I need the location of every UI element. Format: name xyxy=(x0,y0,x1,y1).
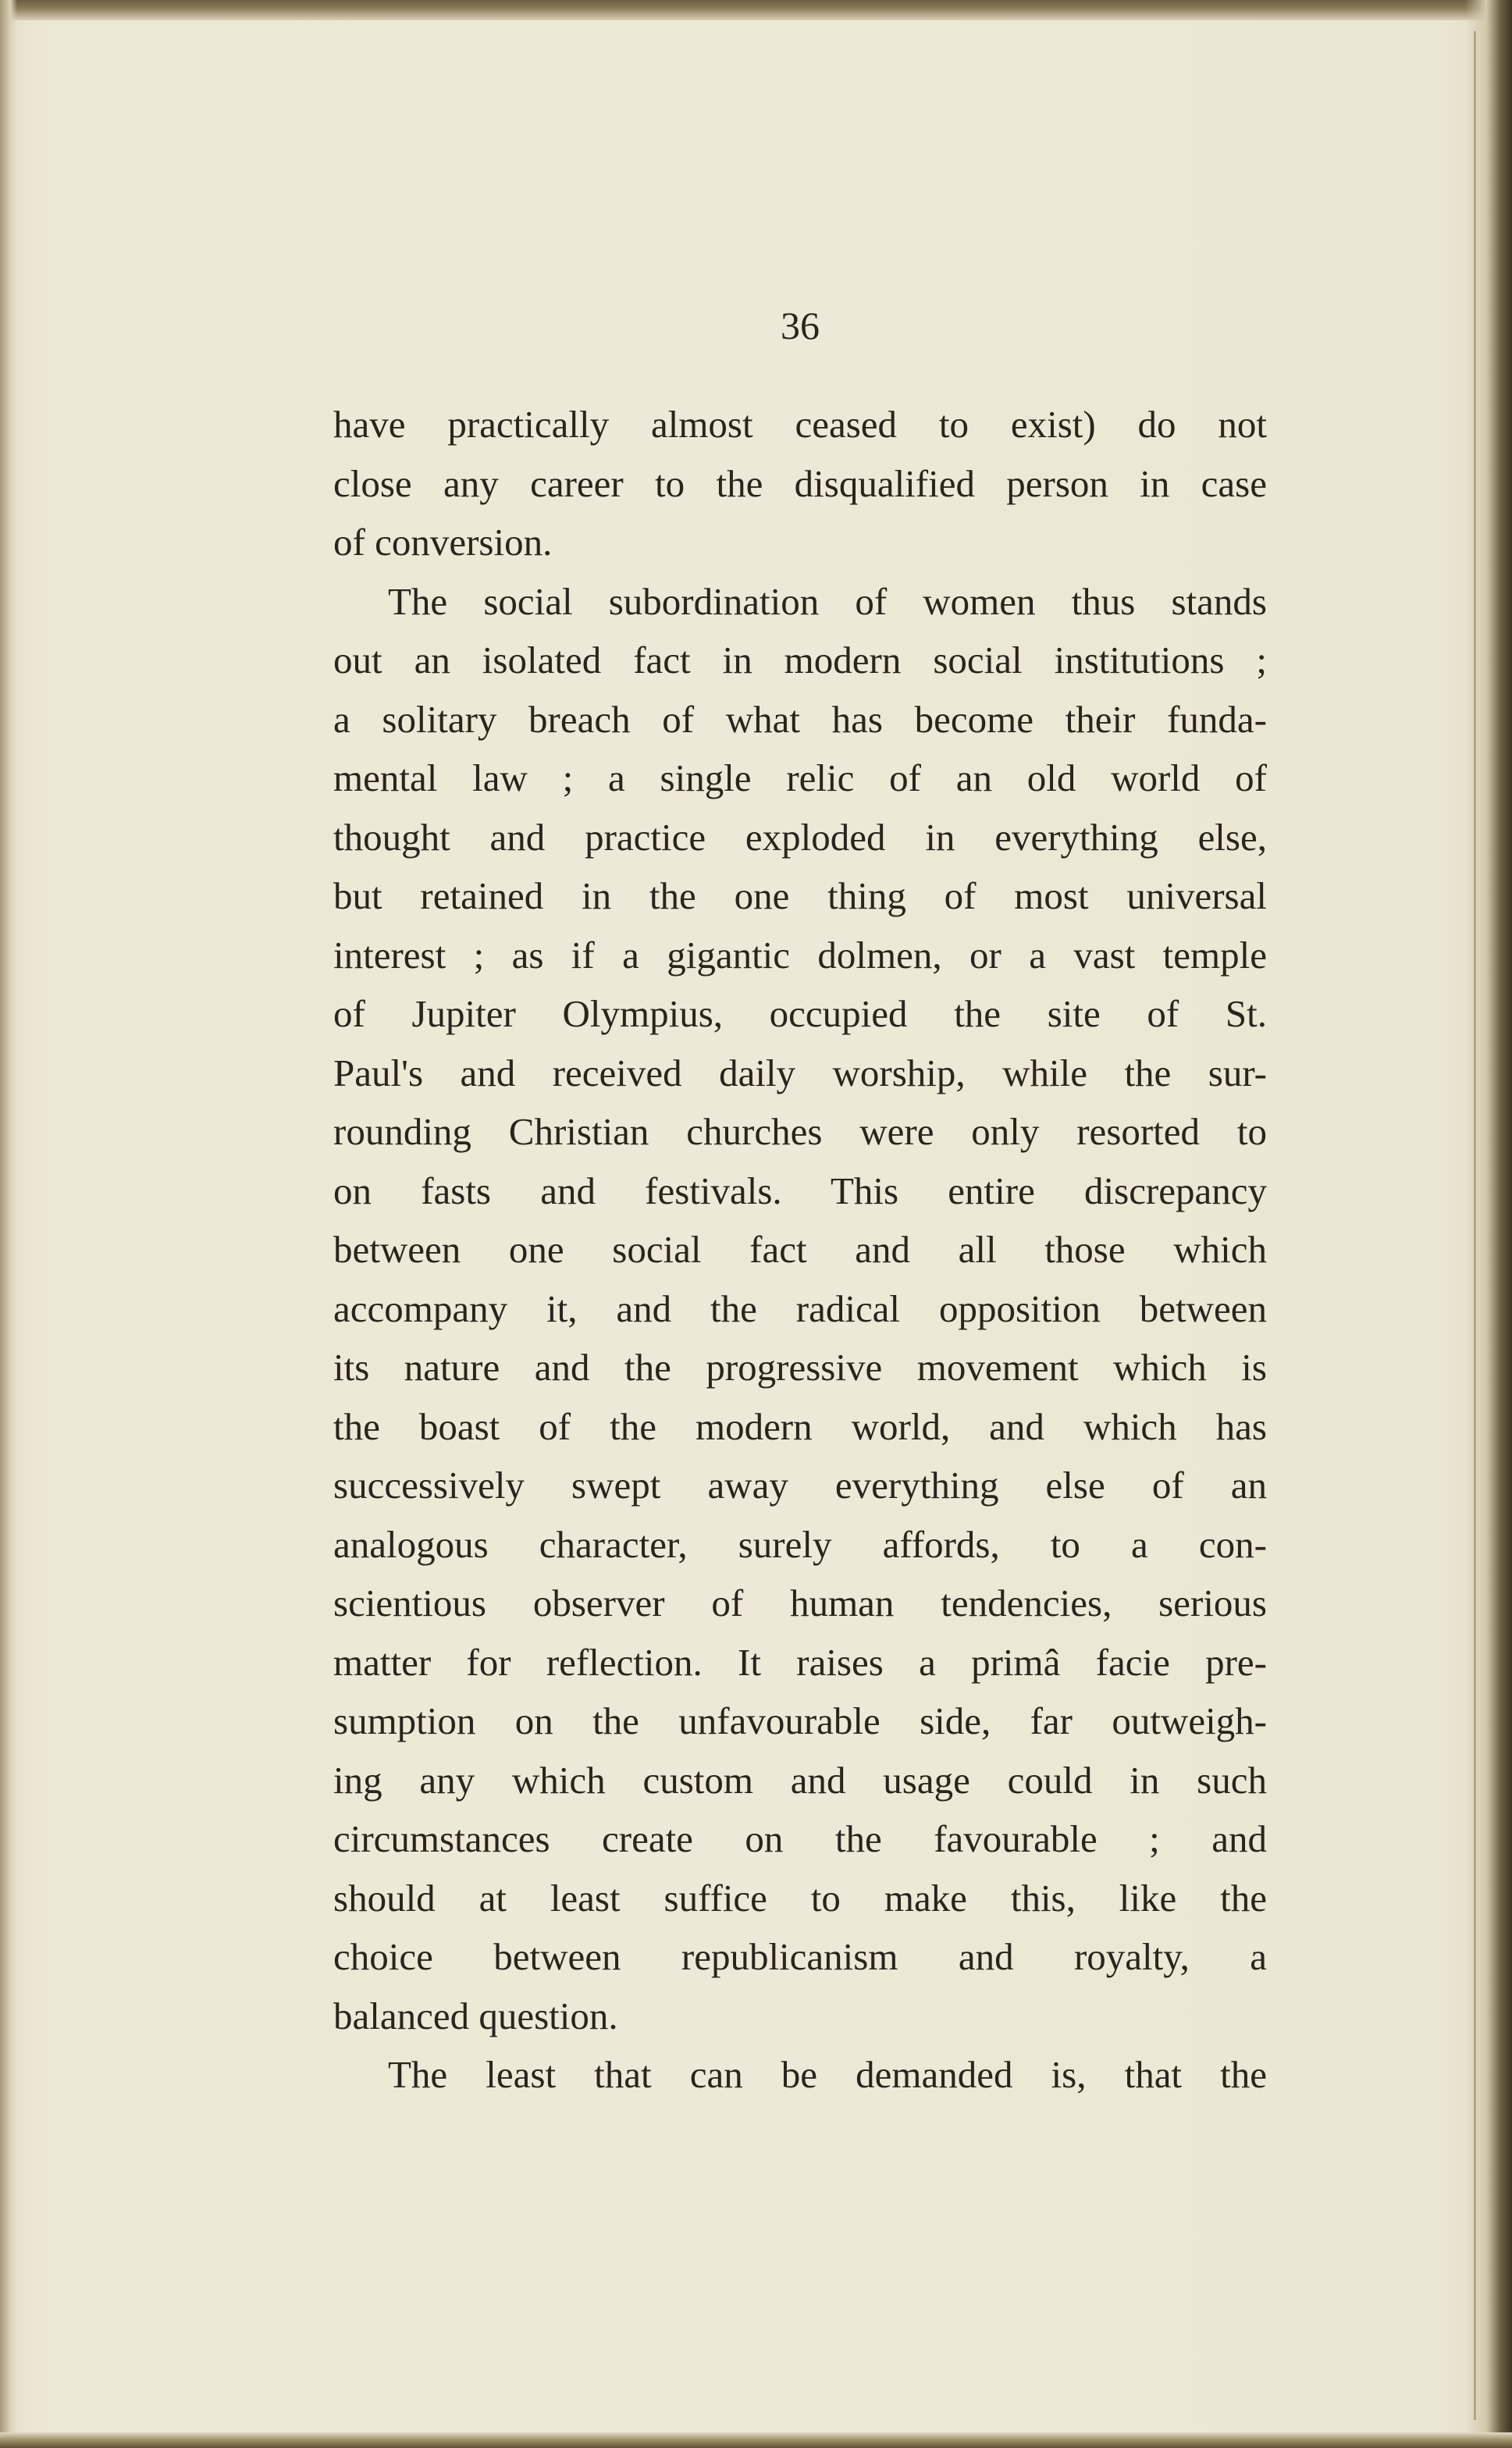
text-line: sumption on the unfavourable side, far outweigh- xyxy=(333,1699,1267,1742)
text-line: between one social fact and all those which xyxy=(333,1228,1267,1271)
text-line: balanced question. xyxy=(333,1994,618,2037)
text-line: rounding Christian churches were only resorted to xyxy=(333,1110,1267,1153)
text-line: out an isolated fact in modern social institutions ; xyxy=(333,639,1267,681)
text-line: of Jupiter Olympius, occupied the site of St. xyxy=(333,992,1267,1035)
text-line: Paul's and received daily worship, while the sur- xyxy=(333,1051,1267,1094)
text-line: but retained in the one thing of most universal xyxy=(333,874,1267,917)
body-text xyxy=(333,395,1267,2105)
text-line: choice between republicanism and royalty, a xyxy=(333,1935,1267,1978)
text-line: The social subordination of women thus stands xyxy=(388,579,1267,623)
text-line: should at least suffice to make this, like the xyxy=(333,1876,1267,1920)
page-top-edge xyxy=(0,0,1512,20)
text-line: The least that can be demanded is, that the xyxy=(388,2053,1267,2096)
page-bottom-edge xyxy=(0,2432,1512,2448)
page-number: 36 xyxy=(781,304,820,347)
text-line: analogous character, surely affords, to a con- xyxy=(333,1522,1267,1566)
text-line: ing any which custom and usage could in such xyxy=(333,1758,1267,1802)
text-line: its nature and the progressive movement which is xyxy=(333,1346,1267,1389)
text-line: interest ; as if a gigantic dolmen, or a vast temple xyxy=(333,933,1267,977)
text-line: successively swept away everything else of an xyxy=(333,1464,1267,1507)
text-line: mental law ; a single relic of an old world of xyxy=(333,756,1267,799)
page-left-edge xyxy=(0,0,17,2448)
text-line: thought and practice exploded in everything else, xyxy=(333,815,1267,859)
text-line: the boast of the modern world, and which has xyxy=(333,1404,1267,1448)
text-line: a solitary breach of what has become their funda- xyxy=(333,697,1267,741)
text-line: close any career to the disqualified person in case xyxy=(333,461,1267,505)
text-line: have practically almost ceased to exist) do not xyxy=(333,403,1267,446)
text-line: matter for reflection. It raises a primâ facie pre- xyxy=(333,1640,1267,1684)
text-line: circumstances create on the favourable ; and xyxy=(333,1817,1267,1860)
text-line: accompany it, and the radical opposition between xyxy=(333,1286,1267,1330)
page-fold-line xyxy=(1474,31,1476,2420)
text-line: on fasts and festivals. This entire discrepancy xyxy=(333,1169,1267,1212)
text-line: of conversion. xyxy=(333,521,553,564)
text-line: scientious observer of human tendencies, serious xyxy=(333,1582,1267,1624)
page-right-edge xyxy=(1465,0,1512,2448)
